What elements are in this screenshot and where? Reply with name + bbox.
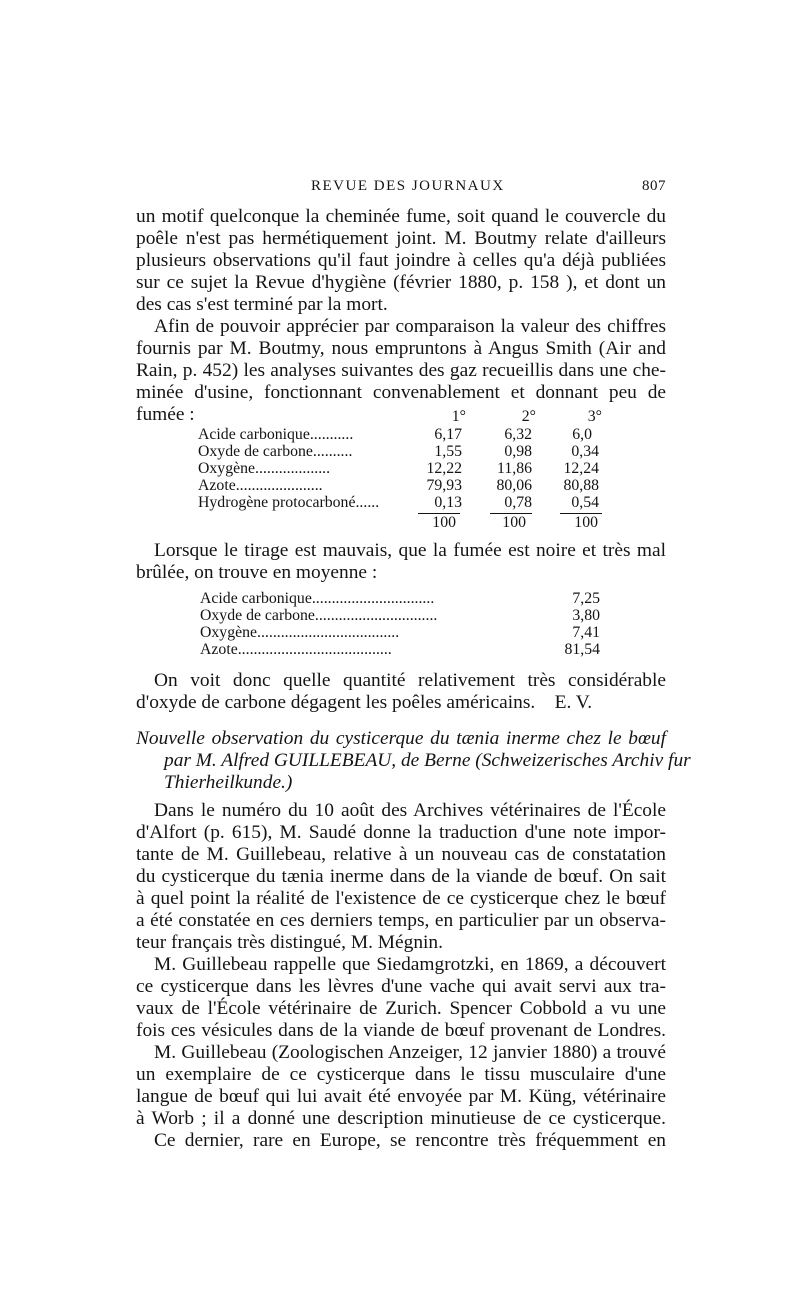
para6-line-1: M. Guillebeau rappelle que Siedamgrotzki, en 1869, a découvert [154,954,666,975]
article-heading-line-2: par M. Alfred GUILLEBEAU, de Berne (Schweizerisches Archiv fur [164,750,691,771]
para1-line-5: des cas s'est terminé par la mort. [136,294,388,315]
para7-line-3: langue de bœuf qui lui avait été envoyée par M. Küng, vétérinaire [136,1086,666,1107]
table1-cell: 0,54 [571,494,599,511]
table2-row-label: Acide carbonique............................... [200,590,435,607]
para5-line-7: teur français très distingué, M. Mégnin. [136,932,443,953]
running-head [136,178,666,202]
table1-cell: 12,22 [426,460,462,477]
para7-line-4: à Worb ; il a donné une description minutieuse de ce cysticerque. [136,1108,666,1129]
para2-line-4: minée d'usine, fonctionnant convenablement et donnant peu de [136,382,666,403]
table2-row-label: Oxygène.................................... [200,624,400,641]
table1-cell: 80,88 [563,477,599,494]
table1-cell: 80,06 [496,477,532,494]
table1-total: 100 [432,514,456,531]
table1-row-label: Acide carbonique........... [198,426,354,443]
table1-total: 100 [502,514,526,531]
table1-row-label: Azote...................... [198,477,323,494]
table1-cell: 12,24 [563,460,599,477]
table1-header-1: 1° [451,408,466,425]
average-gas-table [200,590,630,662]
para6-line-2: ce cysticerque dans les lèvres d'une vache qui avait servi aux tra- [136,976,666,997]
table1-row-label: Hydrogène protocarboné...... [198,494,380,511]
table2-cell: 7,25 [572,590,600,607]
para4-line-1: On voit donc quelle quantité relativement très considérable [154,670,666,691]
table1-cell: 0,98 [504,443,532,460]
gas-analysis-table [198,408,618,540]
table1-cell: 6,17 [434,426,462,443]
para5-line-3: tante de M. Guillebeau, relative à un nouveau cas de constatation [136,844,666,865]
table1-cell: 79,93 [426,477,462,494]
table1-header-2: 2° [521,408,536,425]
table1-cell: 0,78 [504,494,532,511]
para3-line-1: Lorsque le tirage est mauvais, que la fumée est noire et très mal [154,540,666,561]
table2-row-label: Azote....................................... [200,641,392,658]
para5-line-1: Dans le numéro du 10 août des Archives vétérinaires de l'École [154,800,666,821]
table2-cell: 81,54 [564,641,600,658]
article-heading-line-3: Thierheilkunde.) [164,772,293,793]
para2-line-2: fournis par M. Boutmy, nous empruntons à Angus Smith (Air and [136,338,666,359]
table2-row-label: Oxyde de carbone............................... [200,607,438,624]
para2-line-5: fumée : [136,404,195,425]
para1-line-4: sur ce sujet la Revue d'hygiène (février 1880, p. 158 ), et dont un [136,272,666,293]
table1-cell: 0,34 [571,443,599,460]
table1-total: 100 [574,514,598,531]
table1-row-label: Oxyde de carbone.......... [198,443,353,460]
para6-line-4: fois ces vésicules dans de la viande de bœuf provenant de Londres. [136,1020,666,1041]
para1-line-2: poêle n'est pas hermétiquement joint. M. Boutmy relate d'ailleurs [136,228,666,249]
para1-line-3: plusieurs observations qu'il faut joindre à celles qu'a déjà publiées [136,250,666,271]
para5-line-6: a été constatée en ces derniers temps, en particulier par un observa- [136,910,666,931]
para3-line-2: brûlée, on trouve en moyenne : [136,562,378,583]
table1-cell: 6,0 [572,426,592,443]
table1-row-label: Oxygène................... [198,460,331,477]
para7-line-2: un exemplaire de ce cysticerque dans le tissu musculaire d'une [136,1064,666,1085]
para5-line-2: d'Alfort (p. 615), M. Saudé donne la traduction d'une note impor- [136,822,666,843]
page-number: 807 [642,178,666,194]
para5-line-4: du cysticerque du tænia inerme dans de la viande de bœuf. On sait [136,866,666,887]
para4-line-2: d'oxyde de carbone dégagent les poêles américains. E. V. [136,692,593,713]
table1-cell: 0,13 [434,494,462,511]
para1-line-1: un motif quelconque la cheminée fume, soit quand le couvercle du [136,206,666,227]
table1-cell: 1,55 [434,443,462,460]
running-head-title: REVUE DES JOURNAUX [311,178,505,194]
table1-cell: 6,32 [504,426,532,443]
table2-cell: 3,80 [572,607,600,624]
table2-cell: 7,41 [572,624,600,641]
para5-line-5: à quel point la réalité de l'existence de ce cysticerque chez le bœuf [136,888,666,909]
para6-line-3: vaux de l'École vétérinaire de Zurich. Spencer Cobbold a vu une [136,998,666,1019]
table1-header-3: 3° [587,408,602,425]
para2-line-1: Afin de pouvoir apprécier par comparaison la valeur des chiffres [154,316,666,337]
para2-line-3: Rain, p. 452) les analyses suivantes des gaz recueillis dans une che- [136,360,666,381]
para7-line-1: M. Guillebeau (Zoologischen Anzeiger, 12 janvier 1880) a trouvé [154,1042,666,1063]
table1-cell: 11,86 [497,460,532,477]
para8-line-1: Ce dernier, rare en Europe, se rencontre très fréquemment en [154,1130,666,1151]
article-heading-line-1: Nouvelle observation du cysticerque du tænia inerme chez le bœuf [136,728,666,749]
